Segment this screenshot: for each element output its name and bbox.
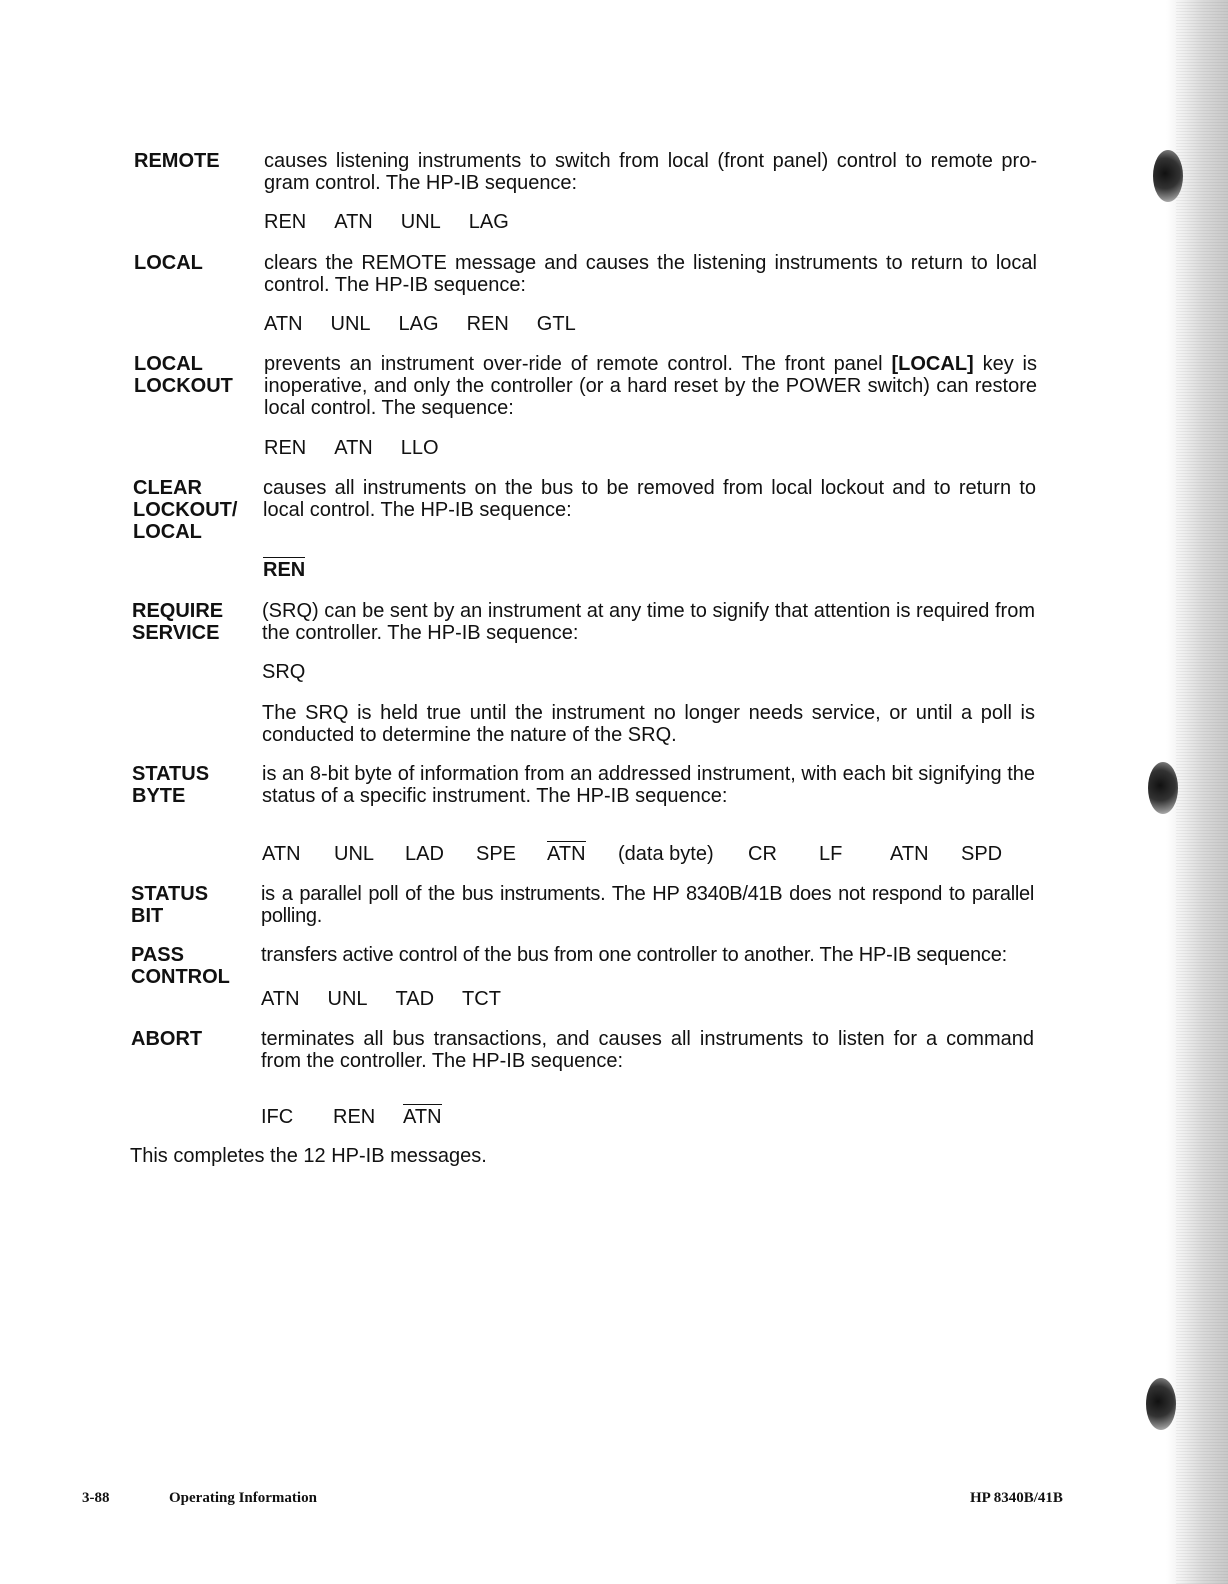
description: is an 8-bit byte of information from an addressed instrument, with each bit signifying the status of a specific instrument. The HP-IB sequence: <box>262 763 1035 807</box>
sequence: REN <box>263 559 306 581</box>
binder-hole-middle <box>1148 762 1178 814</box>
sequence: SRQ <box>262 661 306 683</box>
binder-hole-bottom <box>1146 1378 1176 1430</box>
model-name: HP 8340B/41B <box>970 1490 1063 1506</box>
sequence: REN ATN UNL LAG <box>264 211 509 233</box>
term: REQUIRE SERVICE <box>132 600 224 644</box>
term: CLEAR LOCKOUT/ LOCAL <box>133 477 238 543</box>
sequence: ATN UNL LAG REN GTL <box>264 313 576 335</box>
binder-hole-top <box>1153 150 1183 202</box>
term: PASS CONTROL <box>131 944 230 988</box>
term: LOCAL <box>134 252 203 274</box>
description: clears the REMOTE message and causes the listening instruments to return to local control. The HP-IB sequence: <box>264 252 1037 296</box>
description: causes listening instruments to switch from local (front panel) control to remote pro-gram control. The HP-IB sequence: <box>264 150 1037 194</box>
page-number: 3-88 <box>82 1490 110 1506</box>
term: STATUS BYTE <box>132 763 210 807</box>
term: LOCAL LOCKOUT <box>134 353 233 397</box>
description: transfers active control of the bus from one controller to another. The HP-IB sequence: <box>261 944 1007 966</box>
term: ABORT <box>131 1028 203 1050</box>
term: STATUS BIT <box>131 883 209 927</box>
section-title: Operating Information <box>169 1490 317 1506</box>
local-key: [LOCAL] <box>891 353 974 375</box>
sequence: ATN UNL LAD SPE ATN (data byte) CR LF ATN SPD <box>262 843 1003 865</box>
description: causes all instruments on the bus to be removed from local lockout and to return to local control. The HP-IB sequence: <box>263 477 1036 521</box>
closing-text: This completes the 12 HP-IB messages. <box>130 1145 487 1167</box>
description: prevents an instrument over-ride of remote control. The front panel [LOCAL] key is inoperative, and only the controller (or a hard reset by the POWER switch) can restore local control. The sequence: <box>264 353 1038 419</box>
description: (SRQ) can be sent by an instrument at any time to signify that attention is required from the controller. The HP-IB sequence: <box>262 600 1035 644</box>
term: REMOTE <box>134 150 220 172</box>
sequence: REN ATN LLO <box>264 437 439 459</box>
sequence: ATN UNL TAD TCT <box>261 988 501 1010</box>
note: The SRQ is held true until the instrument no longer needs service, or until a poll is conducted to determine the nature of the SRQ. <box>262 702 1035 746</box>
description: terminates all bus transactions, and causes all instruments to listen for a command from the controller. The HP-IB sequence: <box>261 1028 1034 1072</box>
description: is a parallel poll of the bus instruments. The HP 8340B/41B does not respond to parallel polling. <box>261 883 1034 927</box>
sequence: IFC REN ATN <box>261 1106 442 1128</box>
